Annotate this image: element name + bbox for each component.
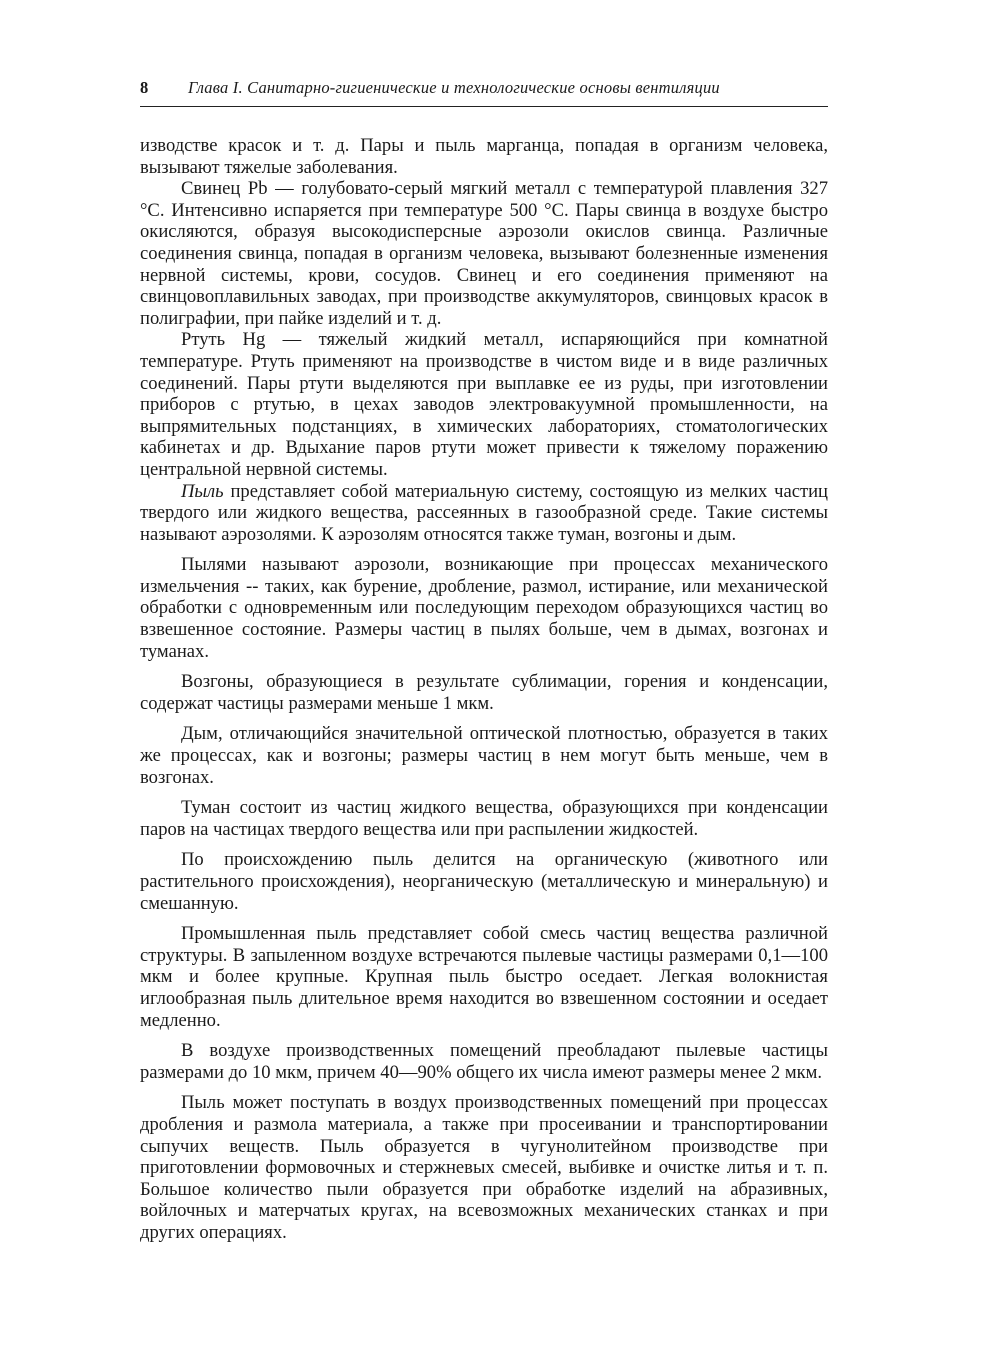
paragraph-particle-sizes: В воздухе производственных помещений преобладают пылевые частицы размерами до 10 мкм, причем 40—90% общего их числа имеют размеры менее 2 мкм. bbox=[140, 1040, 828, 1083]
running-title: Глава I. Санитарно-гигиенические и технологические основы вентиляции bbox=[188, 78, 720, 97]
paragraph-dusts: Пылями называют аэрозоли, возникающие при процессах механического измельчения -- таких, как бурение, дробление, размол, истирание, или механической обработки с одновременным или последующим переходом образующихся частиц во взвешенное состояние. Размеры частиц в пылях больше, чем в дымах, возгонах и туманах. bbox=[140, 554, 828, 662]
document-page bbox=[140, 78, 828, 1244]
body-text bbox=[140, 135, 828, 1244]
page-number: 8 bbox=[140, 78, 149, 97]
paragraph-manganese-end: изводстве красок и т. д. Пары и пыль марганца, попадая в организм человека, вызывают тяжелые заболевания. bbox=[140, 135, 828, 178]
paragraph-smoke: Дым, отличающийся значительной оптической плотностью, образуется в таких же процессах, как и возгоны; размеры частиц в нем могут быть меньше, чем в возгонах. bbox=[140, 723, 828, 788]
paragraph-dust-definition bbox=[140, 481, 828, 546]
running-header bbox=[140, 78, 828, 107]
paragraph-sublimates: Возгоны, образующиеся в результате сублимации, горения и конденсации, содержат частицы размерами меньше 1 мкм. bbox=[140, 671, 828, 714]
paragraph-dust-sources: Пыль может поступать в воздух производственных помещений при процессах дробления и размола материала, а также при просеивании и транспортировании сыпучих веществ. Пыль образуется в чугунолитейном производстве при приготовлении формовочных и стержневых смесей, выбивке и очистке литья и т. п. Большое количество пыли образуется при обработке изделий на абразивных, войлочных и матерчатых кругах, на всевозможных механических станках и при других операциях. bbox=[140, 1092, 828, 1243]
paragraph-industrial-dust: Промышленная пыль представляет собой смесь частиц вещества различной структуры. В запыленном воздухе встречаются пылевые частицы размерами 0,1—100 мкм и более крупные. Крупная пыль быстро оседает. Легкая волокнистая иглообразная пыль длительное время находится во взвешенном состоянии и оседает медленно. bbox=[140, 923, 828, 1031]
term-dust: Пыль bbox=[181, 480, 224, 502]
paragraph-fog: Туман состоит из частиц жидкого вещества, образующихся при конденсации паров на частицах твердого вещества или при распылении жидкостей. bbox=[140, 797, 828, 840]
paragraph-mercury: Ртуть Hg — тяжелый жидкий металл, испаряющийся при комнатной температуре. Ртуть применяют на производстве в чистом виде и в виде различных соединений. Пары ртути выделяются при выплавке ее из руды, при изготовлении приборов с ртутью, в цехах заводов электровакуумной промышленности, на выпрямительных подстанциях, в химических лабораториях, стоматологических кабинетах и др. Вдыхание паров ртути может привести к тяжелому поражению центральной нервной системы. bbox=[140, 329, 828, 480]
paragraph-lead: Свинец Pb — голубовато-серый мягкий металл с температурой плавления 327 °С. Интенсивно испаряется при температуре 500 °С. Пары свинца в воздухе быстро окисляются, образуя высокодисперсные аэрозоли окислов свинца. Различные соединения свинца, попадая в организм человека, вызывают болезненные изменения нервной системы, крови, сосудов. Свинец и его соединения применяют на свинцовоплавильных заводах, при производстве аккумуляторов, свинцовых красок в полиграфии, при пайке изделий и т. д. bbox=[140, 178, 828, 329]
paragraph-dust-definition-text: представляет собой материальную систему, состоящую из мелких частиц твердого или жидкого вещества, рассеянных в газообразной среде. Такие системы называют аэрозолями. К аэрозолям относятся также туман, возгоны и дым. bbox=[140, 480, 828, 545]
paragraph-dust-origin: По происхождению пыль делится на органическую (животного или растительного происхождения), неорганическую (металлическую и минеральную) и смешанную. bbox=[140, 849, 828, 914]
